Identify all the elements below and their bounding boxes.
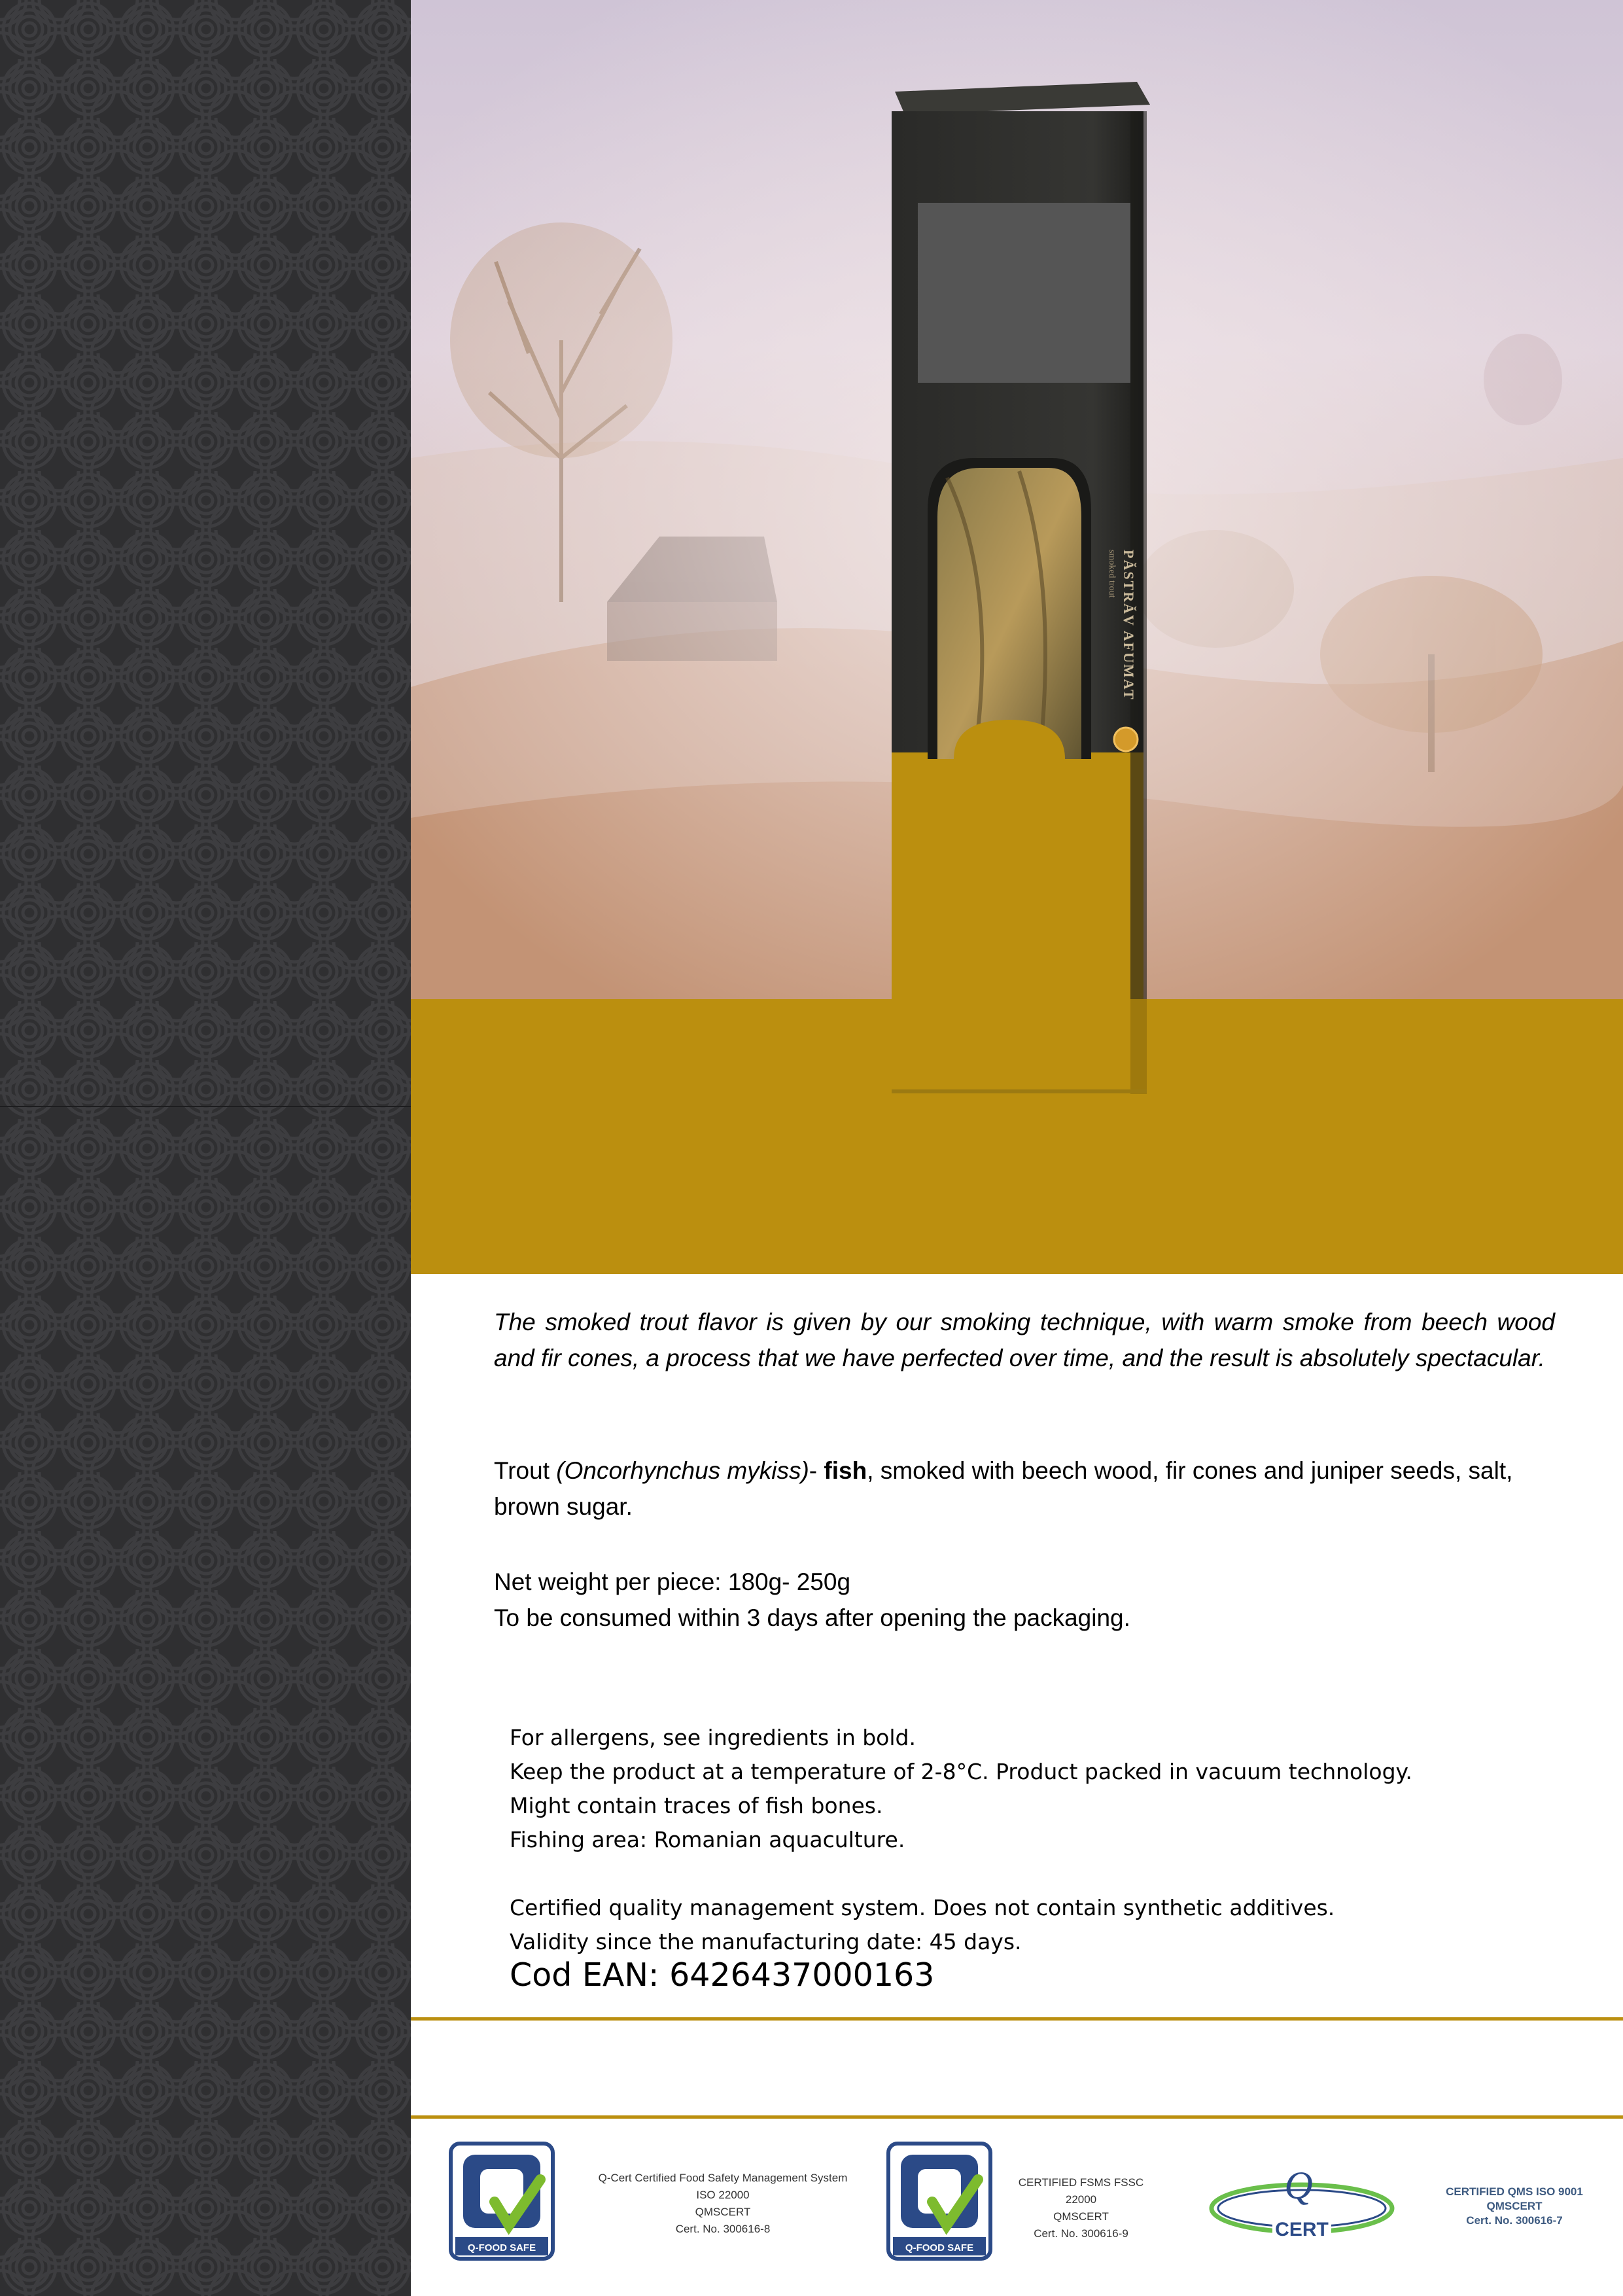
cert-text-3: CERTIFIED QMS ISO 9001 QMSCERT Cert. No. 300616-7 xyxy=(1446,2185,1583,2227)
svg-text:Q: Q xyxy=(1284,2164,1313,2207)
svg-text:CERT: CERT xyxy=(1275,2219,1329,2240)
intro-paragraph: The smoked trout flavor is given by our smoking technique, with warm smoke from beech wood and fir cones, a process that we have perfected over time, and the result is absolutely spectacular. xyxy=(494,1309,1555,1371)
svg-text:Q-FOOD SAFE: Q-FOOD SAFE xyxy=(467,2242,536,2253)
product-box-bottom xyxy=(892,999,1147,1094)
ingredients-prefix: Trout xyxy=(494,1457,557,1484)
misty-landscape-image xyxy=(411,0,1623,999)
storage-note: Keep the product at a temperature of 2-8°C. Product packed in vacuum technology. xyxy=(510,1759,1412,1784)
left-pattern-strip xyxy=(0,0,411,2296)
hero-photo xyxy=(411,0,1623,999)
product-box xyxy=(892,82,1150,999)
validity-note: Validity since the manufacturing date: 45 days. xyxy=(510,1929,1022,1954)
divider-bottom xyxy=(411,2115,1623,2119)
ingredients-dash: - xyxy=(809,1457,824,1484)
bones-note: Might contain traces of fish bones. xyxy=(510,1793,883,1818)
consume-note: To be consumed within 3 days after opening the packaging. xyxy=(494,1604,1130,1631)
svg-text:Q-FOOD SAFE: Q-FOOD SAFE xyxy=(905,2242,974,2253)
ingredients-paragraph xyxy=(494,1453,1555,1525)
wave-pattern xyxy=(0,0,411,2296)
ean-code: Cod EAN: 6426437000163 xyxy=(510,1956,935,1994)
cert-text-2: CERTIFIED FSMS FSSC 22000 QMSCERT Cert. No. 300616-9 xyxy=(1018,2176,1144,2240)
fishing-note: Fishing area: Romanian aquaculture. xyxy=(510,1827,905,1852)
quality-note: Certified quality management system. Does not contain synthetic additives. xyxy=(510,1895,1335,1920)
net-weight: Net weight per piece: 180g- 250g xyxy=(494,1568,851,1595)
ingredients-allergen: fish xyxy=(824,1457,867,1484)
box-label-sub: smoked trout xyxy=(1107,550,1117,598)
cert-text-1: Q-Cert Certified Food Safety Management System ISO 22000 QMSCERT Cert. No. 300616-8 xyxy=(598,2172,848,2235)
q-food-safe-logo-1 xyxy=(449,2142,555,2263)
q-food-safe-logo-2 xyxy=(886,2142,992,2263)
weight-paragraph xyxy=(494,1564,1555,1636)
allergens-note: For allergens, see ingredients in bold. xyxy=(510,1725,916,1750)
fold-line xyxy=(0,1106,411,1107)
box-label-top: PĂSTRĂV AFUMAT xyxy=(1121,550,1137,701)
qcert-logo xyxy=(1207,2159,1397,2247)
ingredients-rest: , smoked with beech wood, fir cones and juniper seeds, salt, brown sugar. xyxy=(494,1457,1513,1520)
divider-top xyxy=(411,2017,1623,2021)
product-notes xyxy=(510,1721,1589,1959)
ingredients-latin: (Oncorhynchus mykiss) xyxy=(556,1457,809,1484)
